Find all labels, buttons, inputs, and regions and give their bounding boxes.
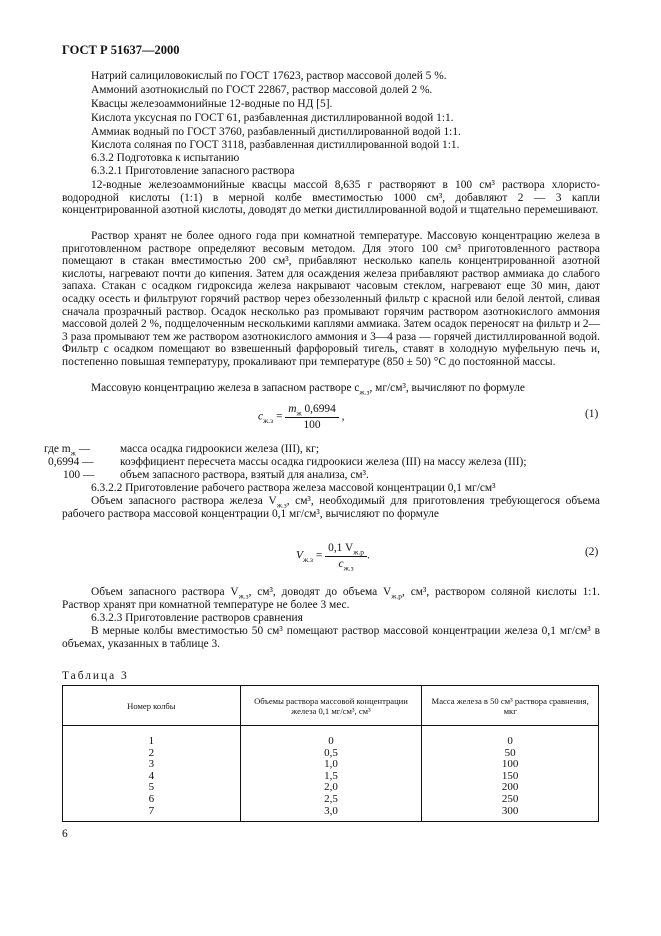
reagent-line: Аммоний азотнокислый по ГОСТ 22867, раствор массовой долей 2 %.: [91, 84, 433, 96]
table-row: 2 0,5 50: [63, 748, 599, 760]
paragraph-storage-method: Раствор хранят не более одного года при комнатной температуре. Массовую концентрацию железа в приготовленном растворе определяют весовым методом. Для этого 100 см³ приготовленного раствора помещают в стакан вместимостью 200 см³, прибавляют несколько капель концентрированной азотной кислоты, нагревают почти до кипения. Затем для осаждения железа прибавляют раствор аммиака до слабого запаха. Стакан с осадком гидроксида железа накрывают часовым стеклом, нагревают еще 30 мин, дают осадку осесть и фильтруют горячий раствор через обеззоленный фильтр с красной или белой лентой, сливая сначала прозрачный раствор. Осадок несколько раз промывают горячим раствором азотнокислого аммония массовой долей 2 %, подщелоченным несколькими каплями аммиака. Затем осадок переносят на фильтр и 2—3 раза промывают тем же раствором азотнокислого аммония и 3—4 раза — горячей дистиллированной водой. Фильтр с осадком помещают во взвешенный фарфоровый тигель, ставят в холодную муфельную печь и, постепенно повышая температуру, прокаливают при температуре (850 ± 50) °С до постоянной массы.: [62, 230, 600, 368]
page-number: 6: [62, 828, 68, 840]
table-row: 4 1,5 150: [63, 771, 599, 783]
table-3: [62, 685, 599, 822]
formula-2-number: (2): [585, 546, 599, 558]
table-row: 1 0 0: [63, 726, 599, 748]
paragraph-volume-adjust: Объем запасного раствора $V_{ж.з}$, см³, доводят до объема $V_{ж.р}$, см³, раствором соляной кислоты 1:1. Раствор хранят при комнатной температуре не более 3 мес.: [62, 586, 600, 611]
table-row: 3 1,0 100: [63, 759, 599, 771]
paragraph-reference-solutions: В мерные колбы вместимостью 50 см³ помещают раствор массовой концентрации железа 0,1 мг/см³ в объемах, указанных в таблице 3.: [62, 625, 600, 650]
table-row: 7 3,0 300: [63, 806, 599, 822]
formula-2: $V_{ж.з}$ = $\frac{0,1 V_{ж.р}}{c_{ж.з}}$ .: [296, 542, 370, 572]
formula-1-number: (1): [585, 408, 599, 420]
reagent-line: Аммиак водный по ГОСТ 3760, разбавленный дистиллированной водой 1:1.: [91, 126, 461, 138]
reagent-line: Квасцы железоаммонийные 12-водные по НД [5].: [91, 98, 333, 110]
section-heading-6-3-2-2: 6.3.2.2 Приготовление рабочего раствора железа массовой концентрации 0,1 мг/см³: [91, 482, 496, 494]
reagent-line: Кислота соляная по ГОСТ 3118, разбавленная дистиллированной водой 1:1.: [91, 139, 460, 151]
reagent-line: Натрий салициловокислый по ГОСТ 17623, раствор массовой долей 5 %.: [91, 70, 447, 82]
table-caption: Таблица 3: [62, 670, 129, 682]
reagent-line: Кислота уксусная по ГОСТ 61, разбавленная дистиллированной водой 1:1.: [91, 112, 454, 124]
section-heading-6-3-2-1: 6.3.2.1 Приготовление запасного раствора: [91, 165, 295, 177]
table-header: Масса железа в 50 см³ раствора сравнения, мкг: [422, 686, 599, 726]
table-row: 6 2,5 250: [63, 794, 599, 806]
paragraph-stock-solution: 12-водные железоаммонийные квасцы массой 8,635 г растворяют в 100 см³ раствора хлористоводородной кислоты (1:1) в мерной колбе вместимостью 1000 см³, добавляют 2 — 3 капли концентрированной азотной кислоты, доводят до метки дистиллированной водой и тщательно перемешивают.: [62, 179, 600, 217]
section-heading-6-3-2-3: 6.3.2.3 Приготовление растворов сравнения: [91, 612, 303, 624]
page-header-title: ГОСТ Р 51637—2000: [62, 43, 180, 57]
formula-1: $c_{ж.з}$ = $\frac{m_ж 0,6994}{100}$ ,: [258, 403, 345, 431]
table-row: 5 2,0 200: [63, 782, 599, 794]
section-heading-6-3-2: 6.3.2 Подготовка к испытанию: [91, 152, 240, 164]
paragraph-working-solution: Объем запасного раствора железа $V_{ж.з}$, см³, необходимый для приготовления требующегося объема рабочего раствора массовой концентрации 0,1 мг/см³, вычисляют по формуле: [62, 495, 600, 520]
table-header: Объемы раствора массовой концентрации железа 0,1 мг/см³, см³: [240, 686, 422, 726]
paragraph-concentration-intro: Массовую концентрацию железа в запасном растворе $c_{ж.з}$, мг/см³, вычисляют по формуле: [91, 382, 525, 397]
table-header: Номер колбы: [63, 686, 241, 726]
